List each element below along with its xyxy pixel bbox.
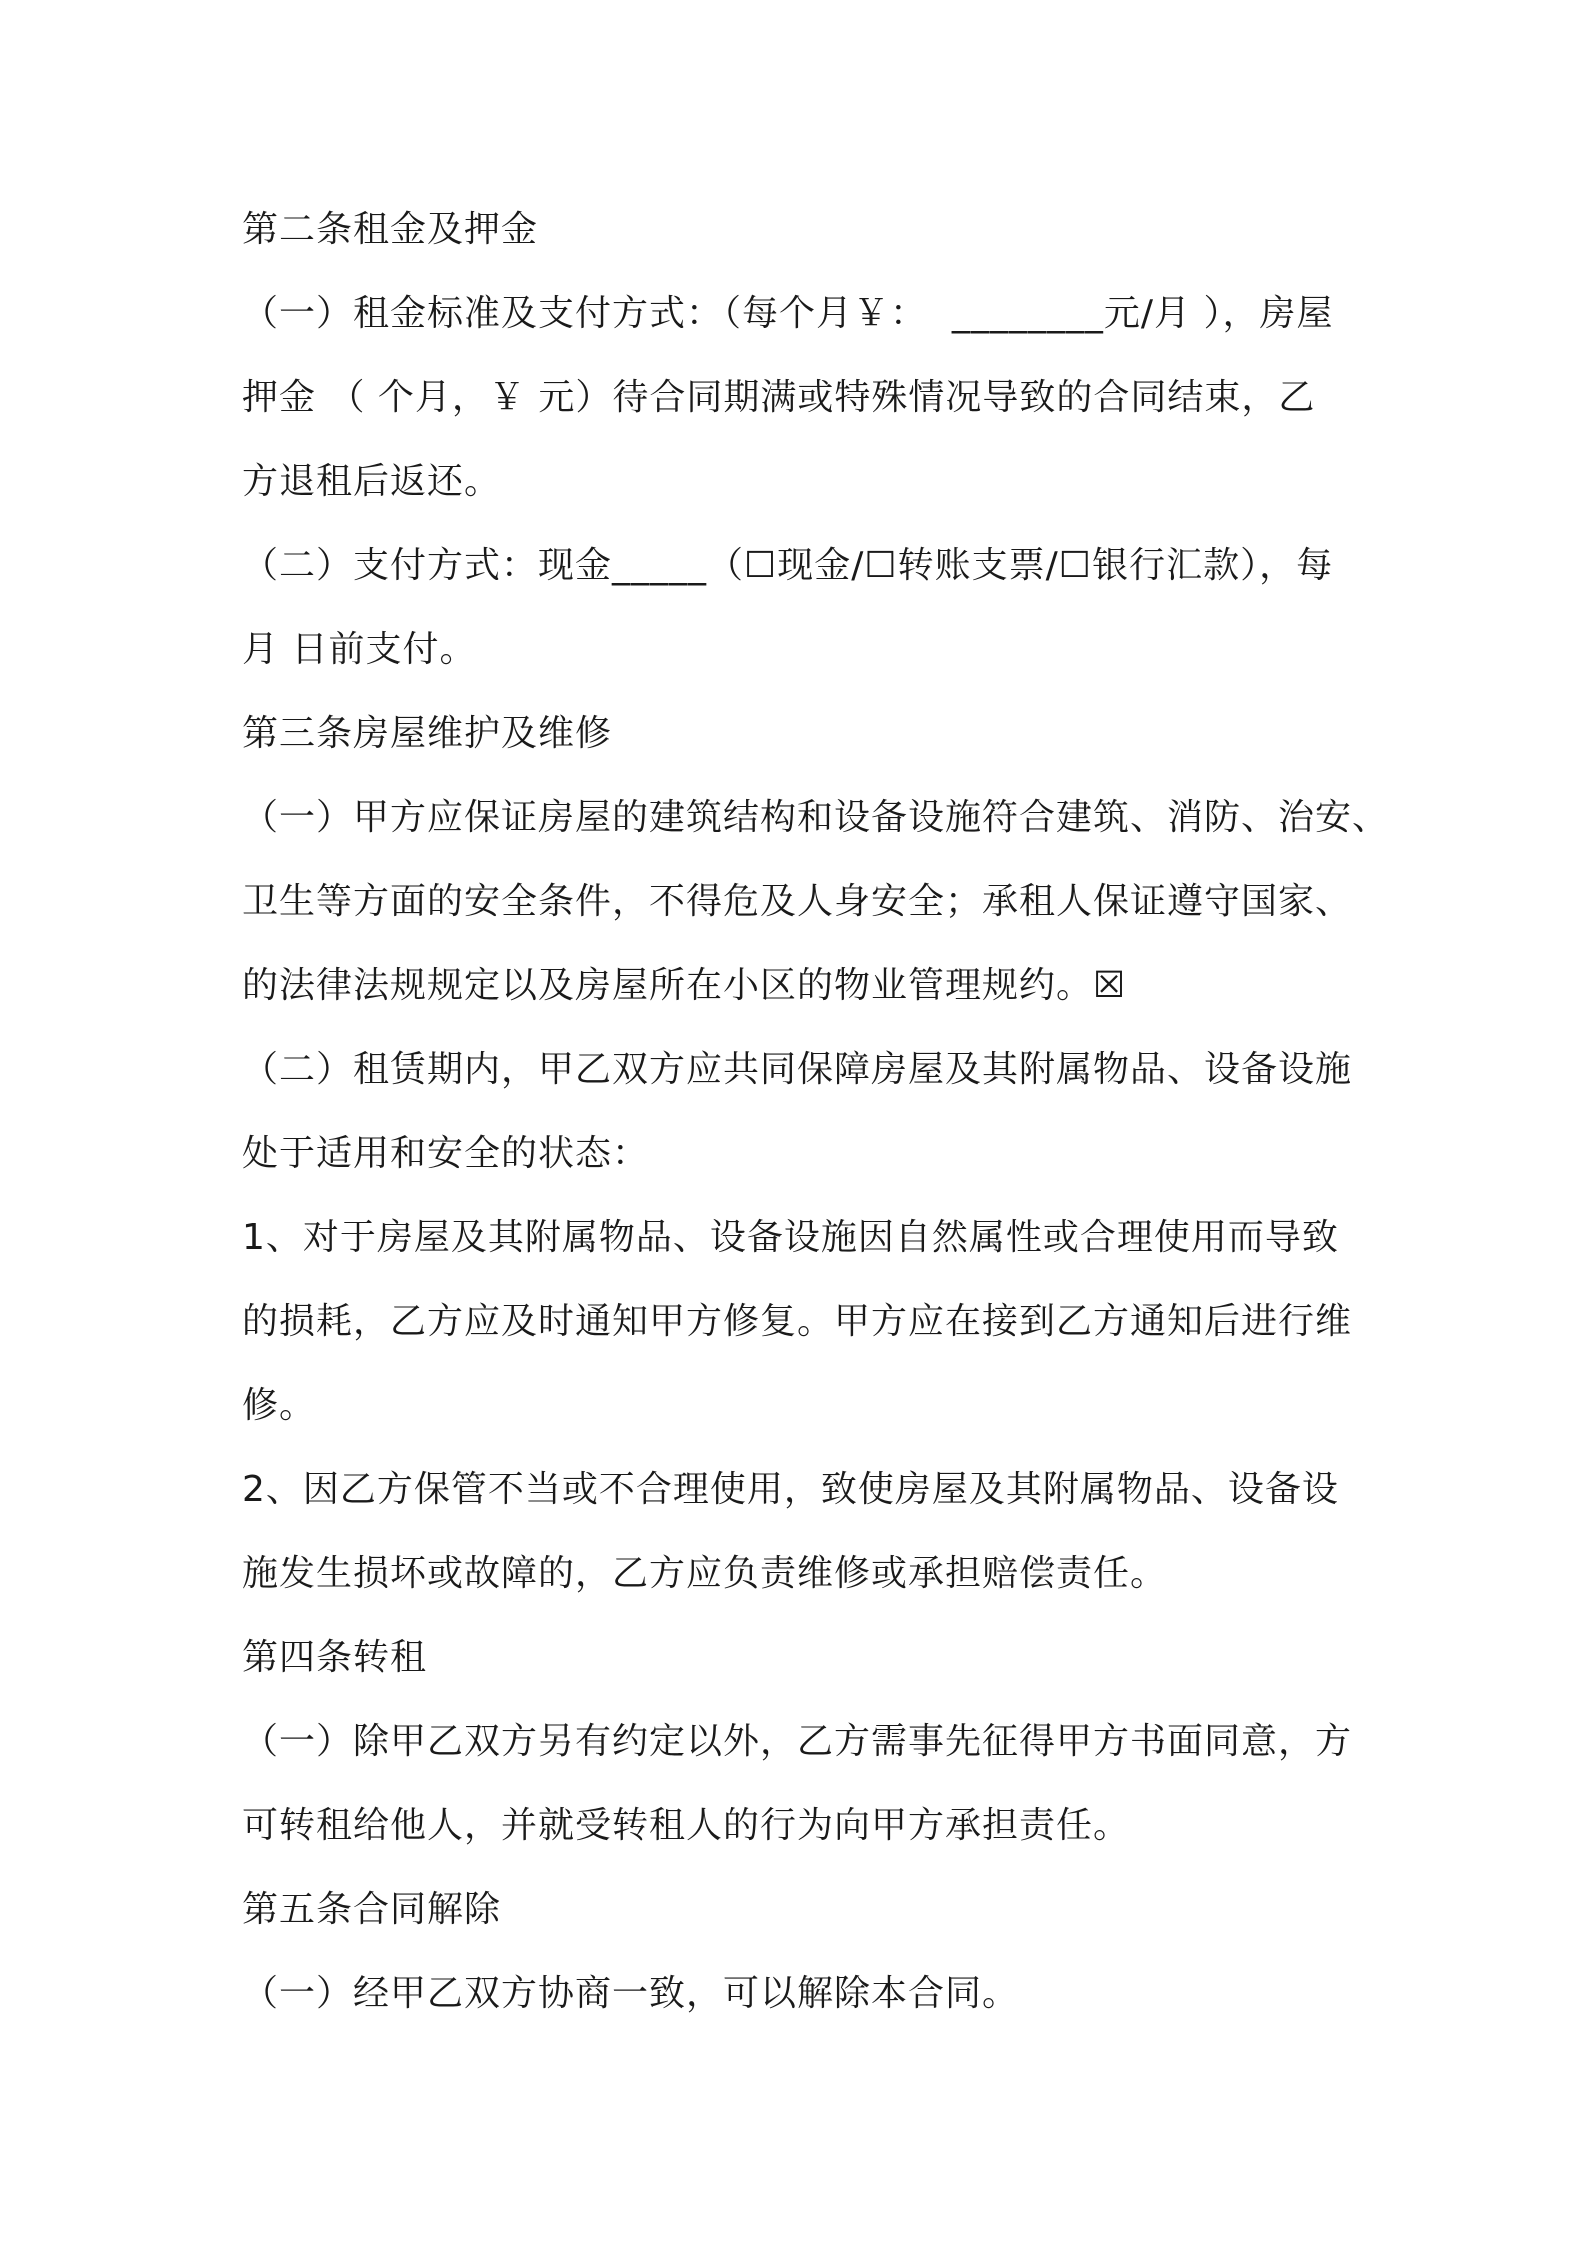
paragraph-line: 月 日前支付。 <box>242 629 477 670</box>
paragraph-line: （一）经甲乙双方协商一致，可以解除本合同。 <box>242 1973 1020 2014</box>
paragraph-line: 可转租给他人，并就受转租人的行为向甲方承担责任。 <box>242 1805 1131 1846</box>
paragraph-line: 的法律法规规定以及房屋所在小区的物业管理规约。☒ <box>242 965 1127 1006</box>
paragraph-line: （二）支付方式：现金_____（☐现金/☐转账支票/☐银行汇款），每 <box>242 545 1334 586</box>
paragraph-line: 处于适用和安全的状态： <box>242 1133 650 1174</box>
paragraph-line: 的损耗，乙方应及时通知甲方修复。甲方应在接到乙方通知后进行维 <box>242 1301 1353 1342</box>
paragraph-line: （一）租金标准及支付方式：（每个月￥： ________元/月 ），房屋 <box>242 293 1334 334</box>
paragraph-line: （一）除甲乙双方另有约定以外，乙方需事先征得甲方书面同意，方 <box>242 1721 1353 1762</box>
article-4-heading: 第四条转租 <box>242 1637 428 1678</box>
paragraph-line: （二）租赁期内，甲乙双方应共同保障房屋及其附属物品、设备设施 <box>242 1049 1353 1090</box>
article-3-heading: 第三条房屋维护及维修 <box>242 713 613 754</box>
paragraph-line: 押金 （ 个月，￥ 元）待合同期满或特殊情况导致的合同结束，乙 <box>242 377 1316 418</box>
paragraph-line: （一）甲方应保证房屋的建筑结构和设备设施符合建筑、消防、治安、 <box>242 797 1390 838</box>
paragraph-line: 方退租后返还。 <box>242 461 502 502</box>
paragraph-line: 1、对于房屋及其附属物品、设备设施因自然属性或合理使用而导致 <box>242 1217 1339 1258</box>
paragraph-line: 2、因乙方保管不当或不合理使用，致使房屋及其附属物品、设备设 <box>242 1469 1339 1510</box>
article-2-heading: 第二条租金及押金 <box>242 209 539 250</box>
paragraph-line: 施发生损坏或故障的，乙方应负责维修或承担赔偿责任。 <box>242 1553 1168 1594</box>
article-5-heading: 第五条合同解除 <box>242 1889 502 1930</box>
paragraph-line: 修。 <box>242 1385 317 1426</box>
paragraph-line: 卫生等方面的安全条件，不得危及人身安全；承租人保证遵守国家、 <box>242 881 1353 922</box>
